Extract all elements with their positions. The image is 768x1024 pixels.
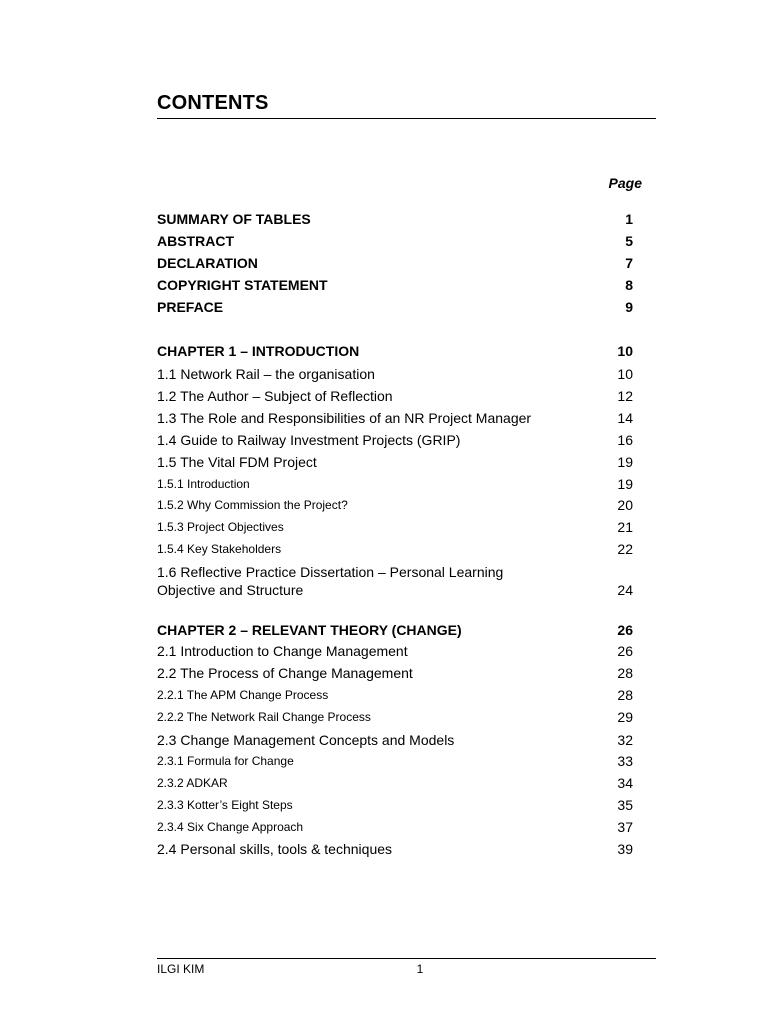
toc-entry-title: COPYRIGHT STATEMENT (157, 277, 328, 293)
toc-entry-title: 1.5.3 Project Objectives (157, 520, 284, 534)
footer-author: ILGI KIM (157, 962, 205, 976)
toc-entry[interactable] (157, 254, 633, 272)
toc-entry[interactable] (157, 775, 633, 791)
toc-entry[interactable] (157, 731, 633, 749)
toc-entry-title: DECLARATION (157, 255, 258, 271)
toc-entry-title: 2.2 The Process of Change Management (157, 665, 413, 681)
toc-entry-page: 1 (625, 211, 633, 227)
toc-entry-title: 2.2.2 The Network Rail Change Process (157, 710, 371, 724)
toc-entry-page: 5 (625, 233, 633, 249)
toc-entry-page: 34 (617, 775, 633, 791)
toc-entry[interactable] (157, 365, 633, 383)
toc-entry-page: 32 (617, 732, 633, 748)
toc-entry-title: 2.3.1 Formula for Change (157, 754, 294, 768)
toc-entry[interactable] (157, 409, 633, 427)
toc-entry-title: 2.4 Personal skills, tools & techniques (157, 841, 393, 857)
toc-entry-page: 9 (625, 299, 633, 315)
toc-entry[interactable] (157, 476, 633, 492)
toc-entry-title: 1.5.4 Key Stakeholders (157, 542, 282, 556)
toc-entry[interactable] (157, 687, 633, 703)
toc-entry-page: 10 (617, 366, 633, 382)
toc-entry-title: 2.3.3 Kotter’s Eight Steps (157, 798, 293, 812)
toc-chapter-heading[interactable] (157, 342, 633, 360)
toc-entry[interactable] (157, 819, 633, 835)
toc-entry-title: 2.3.4 Six Change Approach (157, 820, 304, 834)
toc-entry-title: CHAPTER 2 – RELEVANT THEORY (CHANGE) (157, 622, 462, 638)
toc-entry[interactable] (157, 563, 633, 599)
toc-entry-title: 2.3.2 ADKAR (157, 776, 228, 790)
footer-page-number: 1 (416, 962, 424, 976)
page-column-header: Page (608, 175, 642, 191)
toc-entry-title: CHAPTER 1 – INTRODUCTION (157, 343, 360, 359)
toc-entry-page: 20 (617, 497, 633, 513)
toc-entry[interactable] (157, 298, 633, 316)
toc-entry-title: PREFACE (157, 299, 224, 315)
toc-entry-page: 21 (617, 519, 633, 535)
toc-entry[interactable] (157, 232, 633, 250)
toc-entry-page: 33 (617, 753, 633, 769)
toc-entry-title: 2.2.1 The APM Change Process (157, 688, 329, 702)
toc-entry-page: 8 (625, 277, 633, 293)
toc-entry[interactable] (157, 840, 633, 858)
toc-entry-title: 2.3 Change Management Concepts and Models (157, 732, 455, 748)
toc-entry[interactable] (157, 709, 633, 725)
toc-entry[interactable] (157, 642, 633, 660)
toc-entry-page: 14 (617, 410, 633, 426)
toc-entry[interactable] (157, 497, 633, 513)
toc-entry-title: 1.6 Reflective Practice Dissertation – Personal Learning Objective and Structure (157, 564, 504, 598)
toc-entry-title: 1.4 Guide to Railway Investment Projects (GRIP) (157, 432, 461, 448)
toc-entry-title: ABSTRACT (157, 233, 234, 249)
toc-entry-title: 1.2 The Author – Subject of Reflection (157, 388, 393, 404)
toc-entry-title: 1.5.1 Introduction (157, 477, 250, 491)
toc-entry-page: 28 (617, 687, 633, 703)
toc-entry-page: 39 (617, 841, 633, 857)
toc-entry-title: 2.1 Introduction to Change Management (157, 643, 408, 659)
toc-entry-page: 37 (617, 819, 633, 835)
toc-entry[interactable] (157, 387, 633, 405)
toc-entry[interactable] (157, 797, 633, 813)
toc-entry[interactable] (157, 276, 633, 294)
toc-entry-page: 26 (617, 643, 633, 659)
toc-entry-page: 26 (617, 622, 633, 638)
page-title: CONTENTS (157, 92, 269, 114)
toc-entry[interactable] (157, 453, 633, 471)
toc-entry-page: 35 (617, 797, 633, 813)
toc-entry-page: 7 (625, 255, 633, 271)
toc-entry[interactable] (157, 210, 633, 228)
toc-chapter-heading[interactable] (157, 621, 633, 639)
toc-entry[interactable] (157, 541, 633, 557)
toc-entry[interactable] (157, 664, 633, 682)
toc-entry-page: 10 (617, 343, 633, 359)
toc-entry-page: 28 (617, 665, 633, 681)
toc-entry-page: 19 (617, 476, 633, 492)
footer-divider (157, 958, 656, 959)
toc-entry-page: 19 (617, 454, 633, 470)
toc-entry-page: 24 (617, 582, 633, 598)
toc-entry-title: 1.3 The Role and Responsibilities of an NR Project Manager (157, 410, 532, 426)
toc-entry-page: 16 (617, 432, 633, 448)
toc-entry-title: 1.5 The Vital FDM Project (157, 454, 317, 470)
toc-entry[interactable] (157, 431, 633, 449)
toc-entry-title: SUMMARY OF TABLES (157, 211, 311, 227)
toc-entry-page: 29 (617, 709, 633, 725)
toc-entry-title: 1.1 Network Rail – the organisation (157, 366, 375, 382)
toc-entry-page: 22 (617, 541, 633, 557)
title-divider (157, 118, 656, 119)
toc-entry-title: 1.5.2 Why Commission the Project? (157, 498, 348, 512)
toc-entry[interactable] (157, 753, 633, 769)
toc-entry-page: 12 (617, 388, 633, 404)
toc-entry[interactable] (157, 519, 633, 535)
